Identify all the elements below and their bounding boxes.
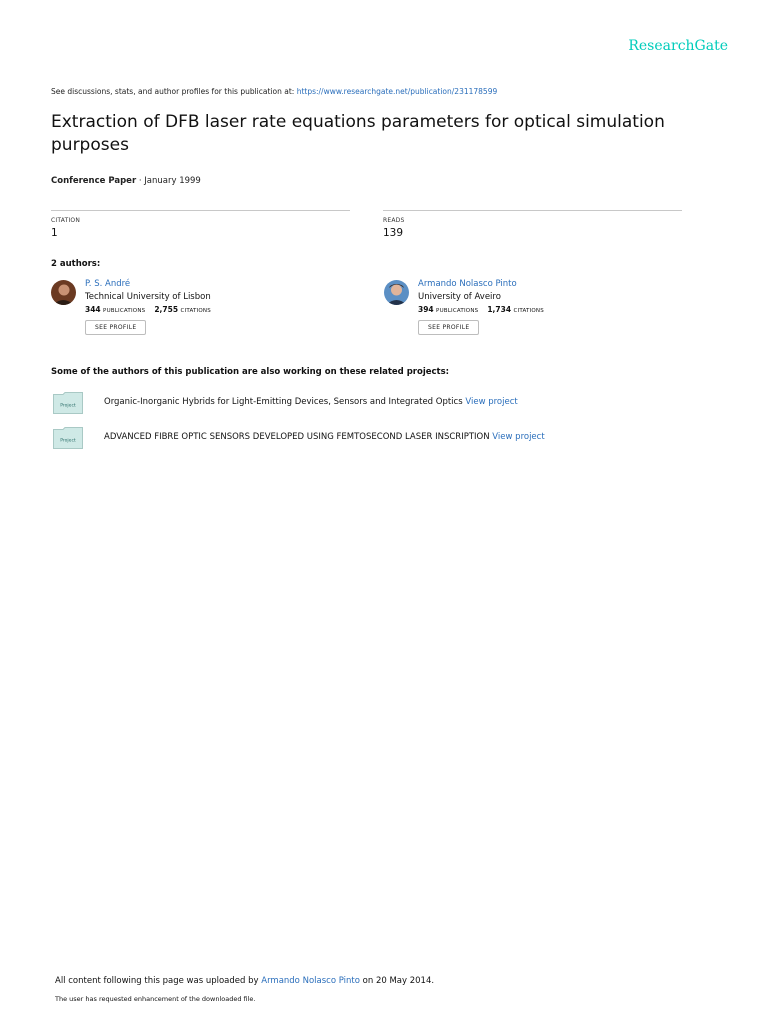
project-item — [51, 427, 651, 451]
citations-count: 1,734 — [487, 305, 512, 314]
author-stats — [85, 305, 345, 314]
citation-value: 1 — [51, 227, 58, 239]
reads-stat — [383, 210, 682, 239]
reads-label: READS — [383, 217, 405, 224]
citations-label: CITATIONS — [513, 308, 544, 314]
authors-heading: 2 authors: — [51, 259, 101, 269]
project-title: ADVANCED FIBRE OPTIC SENSORS DEVELOPED USING FEMTOSECOND LASER INSCRIPTION — [104, 432, 490, 442]
enhancement-note: The user has requested enhancement of the downloaded file. — [55, 995, 256, 1003]
avatar[interactable] — [51, 280, 76, 305]
discussion-text: See discussions, stats, and author profiles for this publication at: — [51, 87, 297, 96]
publications-count: 344 — [85, 305, 101, 314]
paper-meta — [51, 176, 201, 186]
project-text — [104, 432, 545, 442]
publications-label: PUBLICATIONS — [103, 308, 146, 314]
paper-date: January 1999 — [144, 176, 201, 186]
project-folder-icon — [53, 427, 83, 449]
avatar[interactable] — [384, 280, 409, 305]
see-profile-button[interactable]: SEE PROFILE — [85, 320, 146, 335]
researchgate-logo[interactable]: ResearchGate — [628, 38, 728, 54]
author-name[interactable]: Armando Nolasco Pinto — [418, 279, 517, 289]
author-name[interactable]: P. S. André — [85, 279, 131, 289]
publication-link[interactable]: https://www.researchgate.net/publication/231178599 — [296, 87, 498, 96]
date-separator: · — [136, 176, 145, 186]
publications-count: 394 — [418, 305, 434, 314]
project-icon-label: Project — [60, 403, 76, 409]
uploader-link[interactable]: Armando Nolasco Pinto — [261, 976, 360, 986]
paper-type: Conference Paper — [51, 176, 137, 186]
discussion-notice — [51, 87, 497, 96]
upload-suffix: on 20 May 2014. — [359, 976, 435, 986]
reads-value: 139 — [383, 227, 404, 239]
project-icon-label: Project — [60, 438, 76, 444]
citation-label: CITATION — [51, 217, 81, 224]
author-institution: Technical University of Lisbon — [85, 292, 211, 302]
project-title: Organic-Inorganic Hybrids for Light-Emitting Devices, Sensors and Integrated Optics — [104, 397, 463, 407]
upload-prefix: All content following this page was uploaded by — [55, 976, 262, 986]
paper-title: Extraction of DFB laser rate equations parameters for optical simulation purposes — [51, 112, 665, 155]
project-text — [104, 397, 518, 407]
see-profile-button[interactable]: SEE PROFILE — [418, 320, 479, 335]
related-projects-heading: Some of the authors of this publication are also working on these related projects: — [51, 367, 450, 377]
view-project-link[interactable]: View project — [465, 397, 518, 407]
author-stats — [418, 305, 678, 314]
citations-label: CITATIONS — [180, 308, 211, 314]
view-project-link[interactable]: View project — [492, 432, 545, 442]
citations-count: 2,755 — [154, 305, 179, 314]
project-item — [51, 392, 651, 416]
author-institution: University of Aveiro — [418, 292, 501, 302]
publications-label: PUBLICATIONS — [436, 308, 479, 314]
upload-notice — [55, 976, 434, 986]
project-folder-icon — [53, 392, 83, 414]
citation-stat — [51, 210, 350, 239]
